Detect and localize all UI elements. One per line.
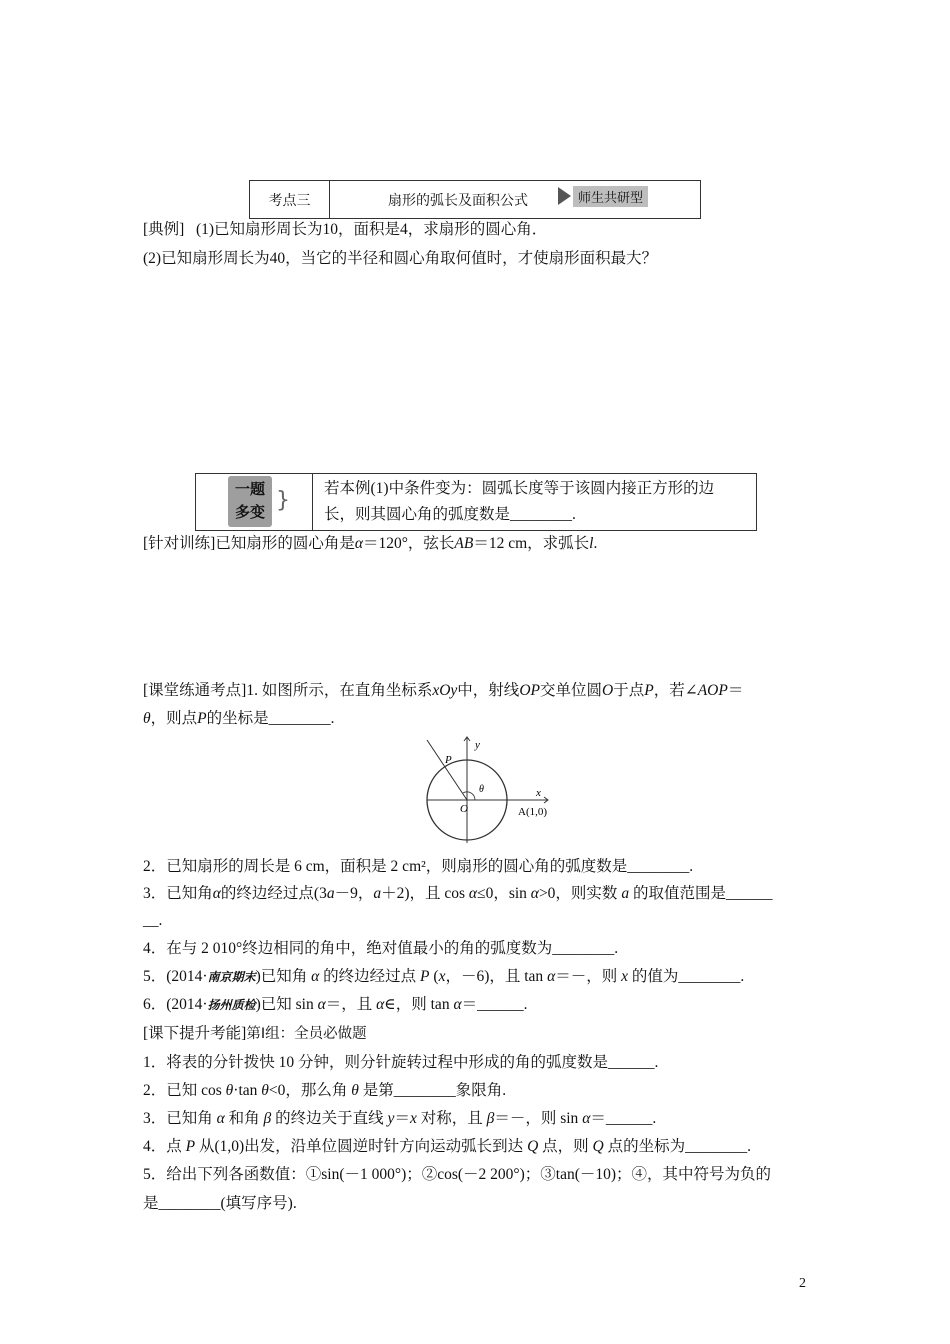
after-class-marker: [课下提升考能] [143,1025,247,1042]
training-question: [针对训练]已知扇形的圆心角是α＝120°，弦长AB＝12 cm，求弧长l. [143,535,598,552]
classroom-q6: 6．(2014·扬州质检)已知 sin α＝，且 α∈，则 tan α＝______. [143,996,528,1013]
topic-tag-label: 师生共研型 [573,186,648,207]
topic-tag [558,185,648,207]
after-q3: 3．已知角 α 和角 β 的终边关于直线 y＝x 对称，且 β＝－，则 sin α＝______. [143,1110,657,1127]
page-number: 2 [799,1276,806,1291]
ray-op [427,740,467,800]
topic-label: 考点三 [250,181,330,218]
classroom-q2: 2．已知扇形的周长是 6 cm，面积是 2 cm²，则扇形的圆心角的弧度数是________. [143,858,694,875]
after-class-group: 第Ⅰ组：全员必做题 [246,1026,367,1042]
variant-text: 若本例(1)中条件变为：圆弧长度等于该圆内接正方形的边 长，则其圆心角的弧度数是________. [324,480,715,523]
variant-badge-cell [196,474,313,530]
classroom-q3-line2: __. [143,912,163,929]
after-q5-line2: 是________(填写序号). [143,1195,297,1212]
source-yangzhou: 扬州质检 [207,998,256,1012]
topic-header [249,180,701,219]
source-nanjing: 南京期末 [207,970,256,984]
classroom-q1-line1: [课堂练通考点]1. 如图所示，在直角坐标系xOy中，射线OP交单位圆O于点P，若∠AOP＝ [143,682,744,699]
classroom-q5: 5．(2014·南京期末)已知角 α 的终边经过点 P (x，－6)，且 tan α＝－，则 x 的值为________. [143,968,745,985]
label-x: x [536,787,541,799]
classroom-marker: [课堂练通考点] [143,682,247,699]
example-marker: [典例] [143,221,185,238]
example-q2: (2)已知扇形周长为40，当它的半径和圆心角取何值时，才使扇形面积最大？ [143,250,658,267]
variant-box [195,473,757,531]
example-q1: [典例] (1)已知扇形周长为10，面积是4，求扇形的圆心角． [143,221,548,238]
label-p: P [445,754,452,766]
classroom-q1-line2: θ，则点P的坐标是________. [143,710,335,727]
after-q5-line1: 5．给出下列各函数值：①sin(－1 000°)；②cos(－2 200°)；③tan(－10)；④，其中符号为负的 [143,1166,772,1183]
play-triangle-icon [558,187,571,205]
label-a: A(1,0) [518,806,548,818]
label-o: O [460,803,468,815]
label-y: y [475,739,480,751]
after-q1: 1．将表的分针拨快 10 分钟，则分针旋转过程中形成的角的弧度数是______. [143,1054,659,1071]
classroom-q4: 4．在与 2 010°终边相同的角中，绝对值最小的角的弧度数为________. [143,940,619,957]
after-q2: 2．已知 cos θ·tan θ<0，那么角 θ 是第________象限角. [143,1082,507,1099]
after-q4: 4．点 P 从(1,0)出发，沿单位圆逆时针方向运动弧长到达 Q 点，则 Q 点的坐标为________. [143,1138,751,1155]
unit-circle-figure [415,733,565,848]
brace-icon: } [276,488,290,513]
variant-badge: 一题 多变 [228,476,272,527]
topic-title: 扇形的弧长及面积公式 [388,193,528,209]
classroom-q3-line1: 3．已知角α的终边经过点(3a－9，a＋2)，且 cos α≤0，sin α>0，则实数 a 的取值范围是______ [143,885,773,902]
label-theta: θ [479,784,484,795]
after-class-header [143,1023,367,1045]
